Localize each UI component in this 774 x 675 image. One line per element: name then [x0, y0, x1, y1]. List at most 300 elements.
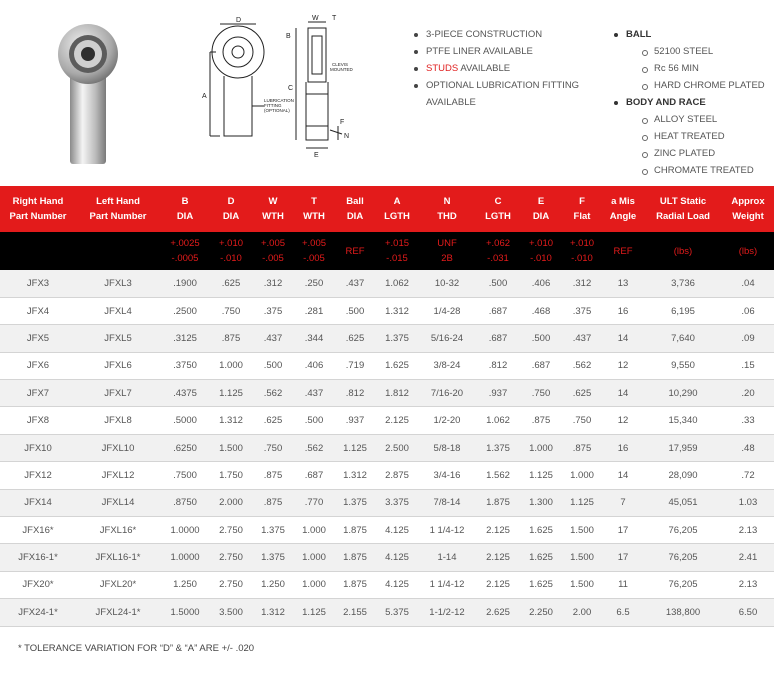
table-cell: 1.562: [476, 462, 520, 489]
spec-item: HEAT TREATED: [626, 128, 772, 145]
table-cell: .04: [722, 270, 774, 297]
table-row: [0, 571, 774, 598]
table-cell: .1900: [160, 270, 210, 297]
table-row: [0, 599, 774, 626]
tolerance-cell: [602, 232, 644, 270]
table-cell: 1.625: [520, 517, 562, 544]
table-cell: 11: [602, 571, 644, 598]
table-header-row: [0, 186, 774, 232]
table-cell: 2.125: [476, 571, 520, 598]
feature-item: [412, 77, 597, 111]
tolerance-cell: [160, 232, 210, 270]
table-cell: 16: [602, 434, 644, 461]
table-cell: .687: [476, 325, 520, 352]
table-cell: 2.000: [210, 489, 252, 516]
feature-text: OPTIONAL LUBRICATION FITTING AVAILABLE: [426, 80, 580, 108]
tolerance-line: -.010: [571, 253, 593, 264]
table-cell: JFXL10: [76, 434, 160, 461]
table-cell: 7/16-20: [418, 380, 476, 407]
table-cell: 14: [602, 325, 644, 352]
table-cell: 1 1/4-12: [418, 571, 476, 598]
table-cell: 16: [602, 297, 644, 324]
table-cell: .8750: [160, 489, 210, 516]
tolerance-cell: [210, 232, 252, 270]
table-cell: .312: [562, 270, 602, 297]
table-cell: .33: [722, 407, 774, 434]
table-cell: .2500: [160, 297, 210, 324]
tolerance-line: +.010: [218, 238, 244, 249]
table-cell: 3/4-16: [418, 462, 476, 489]
material-spec-list: [612, 26, 772, 179]
table-cell: 1.875: [476, 489, 520, 516]
table-cell: .312: [252, 270, 294, 297]
table-cell: .7500: [160, 462, 210, 489]
table-cell: JFXL5: [76, 325, 160, 352]
table-cell: .375: [252, 297, 294, 324]
table-cell: 2.00: [562, 599, 602, 626]
table-cell: .687: [294, 462, 334, 489]
table-cell: .72: [722, 462, 774, 489]
dimension-drawing: [180, 14, 380, 164]
table-cell: 1.000: [294, 544, 334, 571]
table-cell: 76,205: [644, 517, 722, 544]
table-cell: 7: [602, 489, 644, 516]
table-cell: .875: [562, 434, 602, 461]
table-cell: JFXL16-1*: [76, 544, 160, 571]
table-cell: 1.062: [476, 407, 520, 434]
table-cell: 1.500: [562, 517, 602, 544]
part-number-cell: JFX10: [0, 434, 76, 461]
column-header-line: DIA: [532, 211, 550, 222]
table-cell: JFXL12: [76, 462, 160, 489]
spec-heading: BODY AND RACE: [626, 97, 706, 108]
tolerance-footnote: * TOLERANCE VARIATION FOR “D” & “A” ARE +/- .020: [18, 643, 255, 654]
table-cell: 7,640: [644, 325, 722, 352]
table-cell: .437: [562, 325, 602, 352]
table-cell: 3/8-24: [418, 352, 476, 379]
part-number-cell: JFX20*: [0, 571, 76, 598]
column-header: [210, 186, 252, 232]
table-cell: 17,959: [644, 434, 722, 461]
column-header-line: B: [181, 196, 189, 207]
column-header: [334, 186, 376, 232]
tolerance-line: -.0005: [171, 253, 199, 264]
tolerance-line: UNF: [437, 238, 457, 249]
tolerance-cell: [376, 232, 418, 270]
table-cell: 1.500: [562, 571, 602, 598]
column-header-line: LGTH: [384, 211, 410, 222]
table-cell: 2.41: [722, 544, 774, 571]
clevis-label-1: CLEVIS: [332, 62, 349, 67]
table-cell: 1.312: [376, 297, 418, 324]
feature-item-studs: [412, 60, 597, 77]
lube-label-1: LUBRICATION: [264, 98, 294, 103]
tolerance-cell: [334, 232, 376, 270]
table-cell: 2.125: [476, 517, 520, 544]
table-cell: 1.375: [334, 489, 376, 516]
column-header-line: Approx: [731, 196, 765, 207]
table-cell: .812: [476, 352, 520, 379]
tolerance-cell: [294, 232, 334, 270]
table-cell: .15: [722, 352, 774, 379]
tolerance-cell: [722, 232, 774, 270]
table-cell: 1.375: [376, 325, 418, 352]
spec-item: ZINC PLATED: [626, 145, 772, 162]
table-cell: JFXL24-1*: [76, 599, 160, 626]
table-row: [0, 297, 774, 324]
column-header-line: Flat: [573, 211, 591, 222]
table-cell: 2.13: [722, 517, 774, 544]
dim-w-label: W: [312, 15, 319, 22]
table-cell: 1.812: [376, 380, 418, 407]
table-cell: 14: [602, 380, 644, 407]
table-cell: 2.13: [722, 571, 774, 598]
table-cell: .625: [210, 270, 252, 297]
column-header-line: D: [227, 196, 235, 207]
column-header-line: T: [311, 196, 317, 207]
table-cell: 76,205: [644, 571, 722, 598]
tolerance-cell: [418, 232, 476, 270]
table-cell: 2.750: [210, 571, 252, 598]
column-header: [294, 186, 334, 232]
part-number-cell: JFX12: [0, 462, 76, 489]
table-cell: .5000: [160, 407, 210, 434]
table-cell: 1.125: [562, 489, 602, 516]
table-cell: 3.375: [376, 489, 418, 516]
studs-link[interactable]: STUDS: [426, 63, 459, 74]
product-overview: [0, 0, 774, 186]
column-header: [160, 186, 210, 232]
column-header-line: F: [579, 196, 585, 207]
tolerance-cell: [562, 232, 602, 270]
tolerance-line: -.010: [530, 253, 552, 264]
table-cell: .437: [294, 380, 334, 407]
table-row: [0, 325, 774, 352]
feature-text: 3-PIECE CONSTRUCTION: [426, 29, 543, 40]
tolerance-line: +.005: [301, 238, 327, 249]
column-header-line: DIA: [222, 211, 240, 222]
column-header: [722, 186, 774, 232]
table-cell: 1.312: [252, 599, 294, 626]
table-cell: 2.155: [334, 599, 376, 626]
spec-group-body-race: [612, 94, 772, 179]
table-cell: 1.000: [520, 434, 562, 461]
table-row: [0, 270, 774, 297]
column-header-line: WTH: [262, 211, 284, 222]
tolerance-line: +.062: [485, 238, 511, 249]
table-cell: 4.125: [376, 571, 418, 598]
table-cell: 1.875: [334, 544, 376, 571]
table-cell: 5/16-24: [418, 325, 476, 352]
table-cell: .437: [252, 325, 294, 352]
table-cell: 1/4-28: [418, 297, 476, 324]
table-cell: .06: [722, 297, 774, 324]
part-number-cell: JFX14: [0, 489, 76, 516]
table-row: [0, 407, 774, 434]
table-cell: .3750: [160, 352, 210, 379]
tolerance-cell: [0, 232, 76, 270]
dim-b-label: B: [286, 33, 291, 40]
table-cell: 1.0000: [160, 517, 210, 544]
column-header: [418, 186, 476, 232]
table-cell: .4375: [160, 380, 210, 407]
tolerance-line: +.005: [260, 238, 286, 249]
column-header-line: DIA: [346, 211, 364, 222]
table-cell: .719: [334, 352, 376, 379]
table-cell: 6,195: [644, 297, 722, 324]
table-cell: .875: [252, 489, 294, 516]
table-cell: 13: [602, 270, 644, 297]
table-cell: 1.125: [210, 380, 252, 407]
table-cell: 2.750: [210, 544, 252, 571]
tolerance-line: (lbs): [673, 245, 693, 257]
table-cell: 1.312: [334, 462, 376, 489]
table-cell: .500: [252, 352, 294, 379]
table-cell: 17: [602, 517, 644, 544]
column-header-line: WTH: [303, 211, 325, 222]
clevis-label-2: MOUNTED: [330, 67, 353, 72]
table-cell: .6250: [160, 434, 210, 461]
column-header-line: N: [443, 196, 451, 207]
table-cell: .562: [562, 352, 602, 379]
table-cell: JFXL7: [76, 380, 160, 407]
table-cell: .562: [294, 434, 334, 461]
table-body: [0, 270, 774, 626]
tolerance-line: +.010: [569, 238, 595, 249]
table-cell: 1.625: [520, 544, 562, 571]
table-cell: .687: [520, 352, 562, 379]
table-cell: 1.250: [252, 571, 294, 598]
part-number-cell: JFX3: [0, 270, 76, 297]
table-cell: .875: [210, 325, 252, 352]
feature-text: PTFE LINER AVAILABLE: [426, 46, 533, 57]
table-cell: 1 1/4-12: [418, 517, 476, 544]
lube-label-3: (OPTIONAL): [264, 108, 290, 113]
column-header-line: Radial Load: [656, 211, 710, 222]
table-cell: 14: [602, 462, 644, 489]
column-header-line: LGTH: [485, 211, 511, 222]
table-cell: 2.250: [520, 599, 562, 626]
table-cell: JFXL6: [76, 352, 160, 379]
table-cell: 1.125: [294, 599, 334, 626]
table-cell: .406: [294, 352, 334, 379]
column-header: [644, 186, 722, 232]
part-number-cell: JFX24-1*: [0, 599, 76, 626]
table-row: [0, 352, 774, 379]
table-cell: JFXL3: [76, 270, 160, 297]
table-cell: .625: [252, 407, 294, 434]
table-cell: .750: [252, 434, 294, 461]
tolerance-line: +.0025: [170, 238, 200, 249]
tolerance-line: REF: [345, 245, 365, 257]
part-spec-table: [0, 186, 774, 627]
column-header: [76, 186, 160, 232]
table-cell: 4.125: [376, 544, 418, 571]
column-header-line: Weight: [732, 211, 764, 222]
tolerance-row: [0, 232, 774, 270]
feature-list: [412, 26, 597, 111]
tolerance-cell: [644, 232, 722, 270]
table-cell: 1.300: [520, 489, 562, 516]
table-cell: 3.500: [210, 599, 252, 626]
table-cell: 1.875: [334, 571, 376, 598]
table-cell: .562: [252, 380, 294, 407]
table-cell: .375: [562, 297, 602, 324]
tolerance-line: -.005: [303, 253, 325, 264]
part-number-cell: JFX4: [0, 297, 76, 324]
spec-item: 52100 STEEL: [626, 43, 772, 60]
table-cell: 10,290: [644, 380, 722, 407]
table-cell: .344: [294, 325, 334, 352]
table-cell: 1-1/2-12: [418, 599, 476, 626]
table-cell: .812: [334, 380, 376, 407]
tolerance-line: -.015: [386, 253, 408, 264]
table-cell: 2.500: [376, 434, 418, 461]
table-cell: 1.5000: [160, 599, 210, 626]
table-cell: .770: [294, 489, 334, 516]
table-cell: 12: [602, 352, 644, 379]
tolerance-line: -.031: [487, 253, 509, 264]
column-header-line: W: [268, 196, 278, 207]
tolerance-cell: [76, 232, 160, 270]
tolerance-line: +.010: [528, 238, 554, 249]
rod-end-photo: [48, 22, 128, 167]
part-number-cell: JFX8: [0, 407, 76, 434]
tolerance-cell: [252, 232, 294, 270]
table-cell: JFXL8: [76, 407, 160, 434]
table-cell: 15,340: [644, 407, 722, 434]
table-cell: 9,550: [644, 352, 722, 379]
column-header-line: Part Number: [89, 211, 147, 222]
part-number-cell: JFX5: [0, 325, 76, 352]
column-header-line: Left Hand: [96, 196, 140, 207]
table-cell: 1.625: [376, 352, 418, 379]
dim-t-label: T: [332, 15, 337, 22]
column-header-line: C: [494, 196, 502, 207]
table-row: [0, 517, 774, 544]
table-row: [0, 544, 774, 571]
column-header-line: DIA: [176, 211, 194, 222]
spec-item: HARD CHROME PLATED: [626, 77, 772, 94]
spec-item: Rc 56 MIN: [626, 60, 772, 77]
table-cell: 2.750: [210, 517, 252, 544]
dim-n-label: N: [344, 133, 350, 140]
table-cell: .625: [334, 325, 376, 352]
table-cell: 5/8-18: [418, 434, 476, 461]
table-cell: .875: [252, 462, 294, 489]
part-number-cell: JFX6: [0, 352, 76, 379]
feature-text: AVAILABLE: [458, 63, 511, 74]
table-cell: 138,800: [644, 599, 722, 626]
column-header-line: A: [393, 196, 401, 207]
table-cell: 1.375: [252, 544, 294, 571]
dim-d-label: D: [236, 17, 242, 24]
table-cell: 12: [602, 407, 644, 434]
column-header: [376, 186, 418, 232]
column-header: [252, 186, 294, 232]
table-cell: .3125: [160, 325, 210, 352]
table-cell: 1-14: [418, 544, 476, 571]
table-cell: 1.750: [210, 462, 252, 489]
table-cell: 10-32: [418, 270, 476, 297]
spec-group-ball: [612, 26, 772, 94]
table-cell: 1.312: [210, 407, 252, 434]
spec-heading: BALL: [626, 29, 652, 40]
feature-item: [412, 43, 597, 60]
column-header-line: ULT Static: [659, 196, 707, 207]
table-cell: 1.500: [562, 544, 602, 571]
dim-a-label: A: [202, 93, 207, 100]
table-cell: 1.000: [562, 462, 602, 489]
tolerance-cell: [520, 232, 562, 270]
table-cell: 1.125: [334, 434, 376, 461]
column-header-line: THD: [437, 211, 457, 222]
column-header: [562, 186, 602, 232]
table-cell: .750: [520, 380, 562, 407]
table-cell: .687: [476, 297, 520, 324]
table-cell: 1.000: [210, 352, 252, 379]
table-cell: .250: [294, 270, 334, 297]
table-cell: 1.875: [334, 517, 376, 544]
table-cell: JFXL4: [76, 297, 160, 324]
dim-c-label: C: [288, 85, 294, 92]
table-cell: 2.625: [476, 599, 520, 626]
column-header: [0, 186, 76, 232]
tolerance-line: (lbs): [738, 245, 758, 257]
table-cell: 1.000: [294, 517, 334, 544]
table-row: [0, 489, 774, 516]
table-cell: .48: [722, 434, 774, 461]
table-cell: 2.125: [376, 407, 418, 434]
table-cell: 1.625: [520, 571, 562, 598]
table-cell: 6.50: [722, 599, 774, 626]
table-cell: 2.125: [476, 544, 520, 571]
table-cell: .500: [520, 325, 562, 352]
table-cell: 1.0000: [160, 544, 210, 571]
tolerance-line: REF: [613, 245, 633, 257]
table-cell: JFXL20*: [76, 571, 160, 598]
table-cell: .500: [294, 407, 334, 434]
tolerance-line: +.015: [384, 238, 410, 249]
part-number-cell: JFX7: [0, 380, 76, 407]
column-header-line: a Mis: [611, 196, 635, 207]
part-number-cell: JFX16*: [0, 517, 76, 544]
table-cell: 1/2-20: [418, 407, 476, 434]
column-header-line: Part Number: [9, 211, 67, 222]
table-cell: 7/8-14: [418, 489, 476, 516]
column-header-line: E: [537, 196, 545, 207]
table-row: [0, 462, 774, 489]
column-header: [602, 186, 644, 232]
table-cell: .937: [476, 380, 520, 407]
table-cell: 2.875: [376, 462, 418, 489]
table-cell: 6.5: [602, 599, 644, 626]
spec-item: CHROMATE TREATED: [626, 162, 772, 179]
table-cell: 76,205: [644, 544, 722, 571]
column-header: [476, 186, 520, 232]
table-cell: JFXL16*: [76, 517, 160, 544]
tolerance-line: -.005: [262, 253, 284, 264]
table-cell: .437: [334, 270, 376, 297]
table-cell: 5.375: [376, 599, 418, 626]
table-cell: 1.375: [252, 517, 294, 544]
table-cell: 1.500: [210, 434, 252, 461]
table-cell: .875: [520, 407, 562, 434]
table-cell: .937: [334, 407, 376, 434]
table-cell: .625: [562, 380, 602, 407]
tolerance-cell: [476, 232, 520, 270]
spec-item: ALLOY STEEL: [626, 111, 772, 128]
